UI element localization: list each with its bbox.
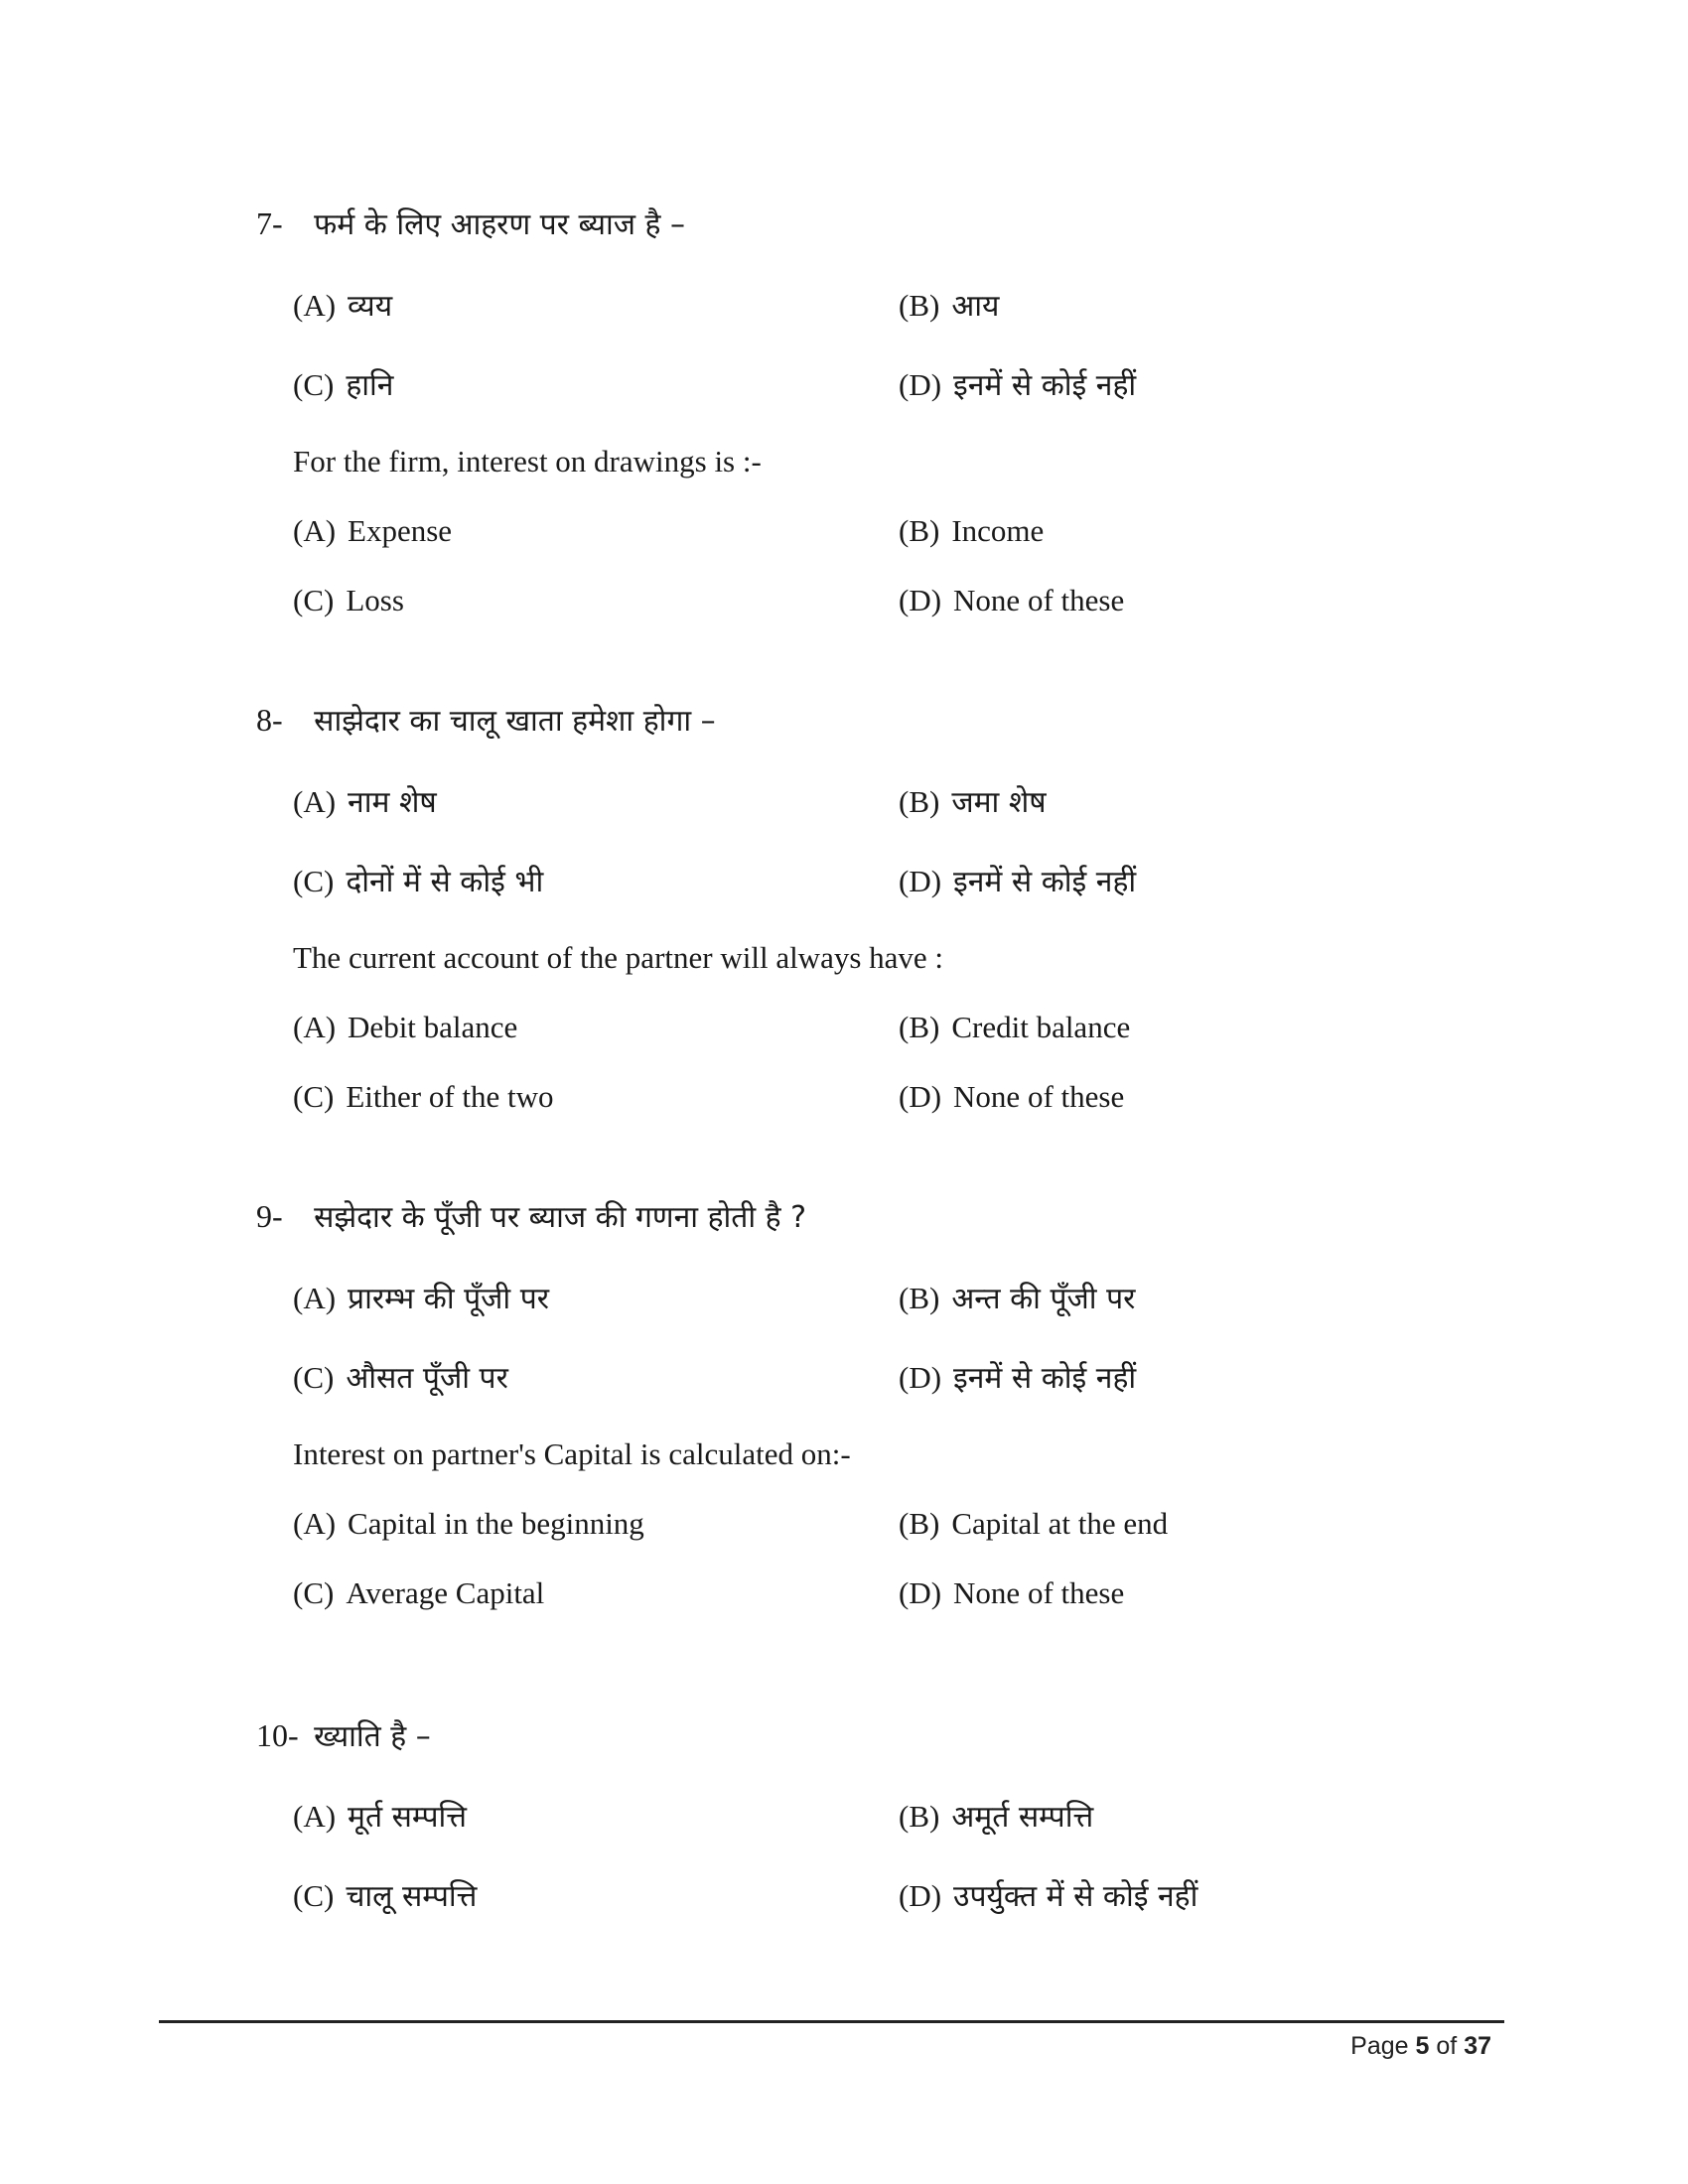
option-c-hindi: (C) औसत पूँजी पर [293, 1360, 508, 1396]
option-b-hindi: (B) आय [899, 288, 1000, 324]
option-d-english: (D) None of these [899, 1079, 1125, 1114]
option-c-hindi: (C) दोनों में से कोई भी [293, 864, 544, 899]
option-c-hindi: (C) हानि [293, 367, 394, 403]
option-a-hindi: (A) प्रारम्भ की पूँजी पर [293, 1281, 550, 1316]
option-d-hindi: (D) इनमें से कोई नहीं [899, 1360, 1137, 1396]
option-c-hindi: (C) चालू सम्पत्ति [293, 1878, 478, 1914]
question-9-english: Interest on partner's Capital is calculated on:- [293, 1436, 851, 1471]
option-c-english: (C) Either of the two [293, 1079, 554, 1114]
option-d-hindi: (D) उपर्युक्त में से कोई नहीं [899, 1878, 1198, 1914]
option-a-hindi: (A) नाम शेष [293, 784, 437, 820]
option-d-english: (D) None of these [899, 1575, 1125, 1610]
question-7-hindi [256, 204, 685, 245]
footer-divider [159, 2020, 1504, 2023]
question-number: 9- [256, 1198, 283, 1234]
option-b-english: (B) Capital at the end [899, 1506, 1169, 1541]
option-b-hindi: (B) अन्त की पूँजी पर [899, 1281, 1136, 1316]
question-9-hindi [256, 1196, 806, 1238]
question-number: 7- [256, 205, 283, 241]
option-a-english: (A) Capital in the beginning [293, 1506, 644, 1541]
question-text: फर्म के लिए आहरण पर ब्याज है – [314, 207, 686, 242]
question-text: साझेदार का चालू खाता हमेशा होगा – [314, 704, 716, 739]
page-number: Page 5 of 37 [1350, 2032, 1491, 2060]
option-c-english: (C) Average Capital [293, 1575, 545, 1610]
question-8-hindi [256, 700, 716, 742]
option-a-english: (A) Debit balance [293, 1010, 518, 1044]
question-text: सझेदार के पूँजी पर ब्याज की गणना होती है ? [314, 1200, 807, 1235]
question-10-hindi [256, 1715, 431, 1757]
option-a-english: (A) Expense [293, 513, 453, 548]
option-b-hindi: (B) अमूर्त सम्पत्ति [899, 1799, 1094, 1835]
option-d-hindi: (D) इनमें से कोई नहीं [899, 367, 1137, 403]
question-8-english: The current account of the partner will always have : [293, 940, 944, 975]
option-b-hindi: (B) जमा शेष [899, 784, 1047, 820]
option-b-english: (B) Income [899, 513, 1045, 548]
option-d-hindi: (D) इनमें से कोई नहीं [899, 864, 1137, 899]
option-b-english: (B) Credit balance [899, 1010, 1131, 1044]
question-7-english: For the firm, interest on drawings is :- [293, 444, 762, 478]
option-a-hindi: (A) व्यय [293, 288, 393, 324]
option-c-english: (C) Loss [293, 583, 404, 617]
question-number: 10- [256, 1717, 299, 1753]
option-d-english: (D) None of these [899, 583, 1125, 617]
option-a-hindi: (A) मूर्त सम्पत्ति [293, 1799, 468, 1835]
question-number: 8- [256, 702, 283, 738]
question-text: ख्याति है – [314, 1719, 431, 1754]
